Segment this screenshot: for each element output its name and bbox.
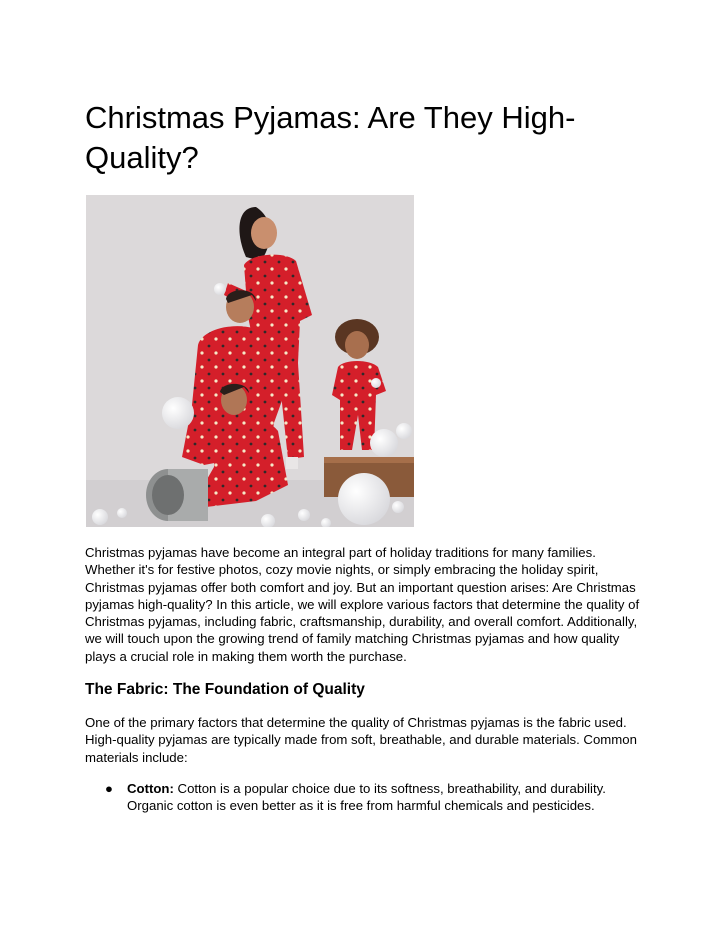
list-item [105,780,645,815]
section-heading: The Fabric: The Foundation of Quality [85,681,365,698]
materials-list [105,780,645,815]
article-title: Christmas Pyjamas: Are They High-Quality? [85,100,576,175]
bullet-icon: ● [105,781,113,796]
material-description: Cotton is a popular choice due to its softness, breathability, and durability. Organic cotton is even better as it is free from harmful chemicals and pesticides. [127,781,606,814]
intro-paragraph: Christmas pyjamas have become an integral part of holiday traditions for many families. Whether it's for festive photos, cozy movie nights, or simply embracing the holiday spirit, Christmas pyjamas offer both comfort and joy. But an important question arises: Are Christmas pyjamas high-quality? In this article, we will explore various factors that determine the quality of Christmas pyjamas, including fabric, craftsmanship, durability, and overall comfort. Additionally, we will touch upon the growing trend of family matching Christmas pyjamas and how quality plays a crucial role in making them worth the purchase. [85,545,640,664]
family-pyjamas-photo [86,195,414,527]
material-term: Cotton: [127,781,174,796]
section-intro-paragraph: One of the primary factors that determine the quality of Christmas pyjamas is the fabric used. High-quality pyjamas are typically made from soft, breathable, and durable materials. Common materials include: [85,715,637,765]
